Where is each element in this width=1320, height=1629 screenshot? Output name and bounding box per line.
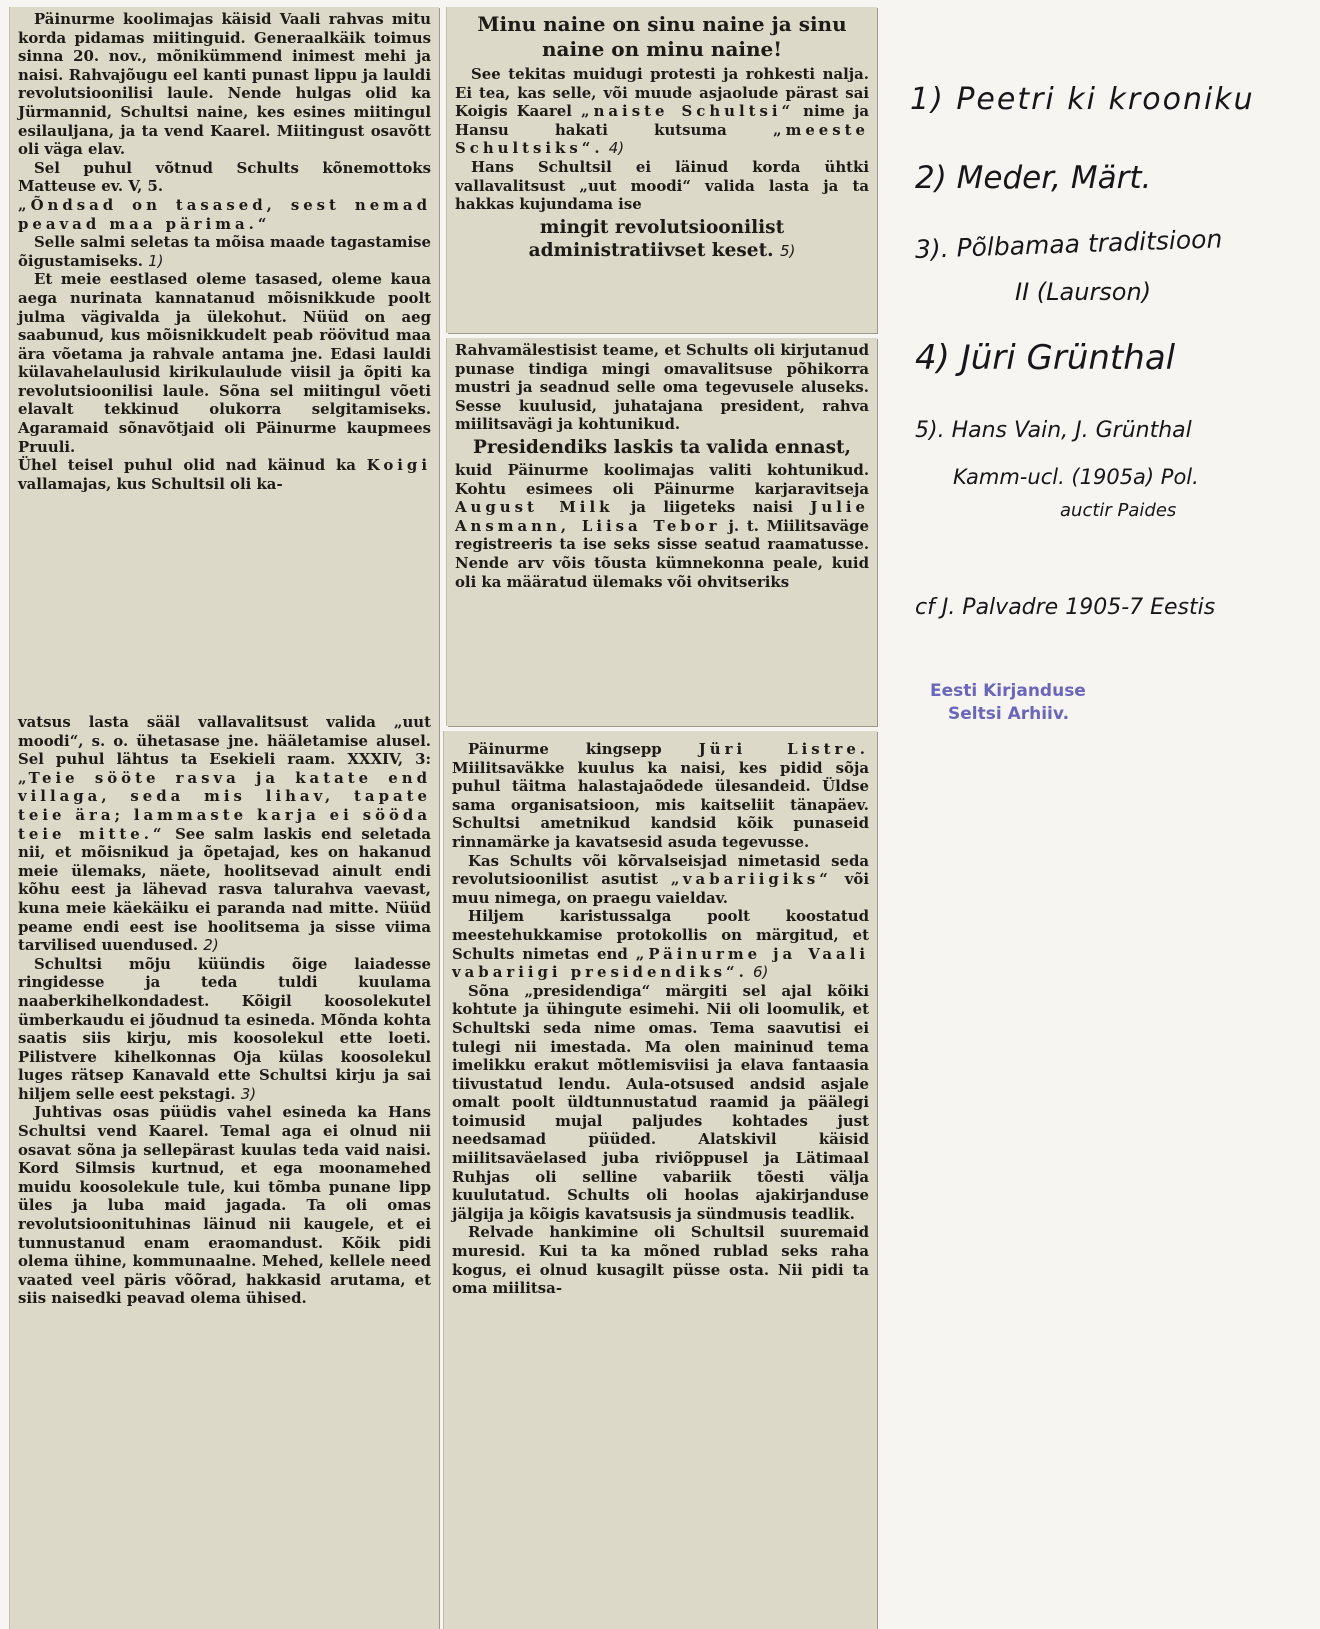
clipping-3 bbox=[447, 7, 877, 333]
clip3-subheading: mingit revolutsioonilist administratiivset keset. 5) bbox=[528, 216, 796, 261]
clip3-paragraph-1: See tekitas muidugi protesti ja rohkesti nalja. Ei tea, kas selle, või muude asjaolude pärast sai Koigis Kaarel „naiste Schultsi“ nime ja Hansu hakati kutsuma „meeste Schultsiks“. 4) bbox=[455, 65, 870, 158]
footnote-mark-2: 2) bbox=[203, 936, 219, 955]
archive-stamp bbox=[930, 680, 1086, 726]
clip1-paragraph-3: Selle salmi seletas ta mõisa maade tagastamise õigustamiseks. 1) bbox=[18, 233, 431, 270]
clip5-paragraph-3: Hiljem karistussalga poolt koostatud meestehukkamise protokollis on märgitud, et Schults nimetas end „Päinurme ja Vaali vabariigi presidendiks“. 6) bbox=[452, 907, 870, 982]
clipping-5 bbox=[444, 731, 877, 1629]
handwritten-note-5a: 5). Hans Vain, J. Grünthal bbox=[915, 418, 1192, 443]
clipping-4 bbox=[447, 338, 877, 726]
footnote-mark-3: 3) bbox=[240, 1084, 257, 1103]
clip5-paragraph-5: Relvade hankimine oli Schultsil suuremaid muresid. Kui ta ka mõned rublad seks raha kogus, ei olnud kusagilt püsse osta. Nii pidi ta oma miilitsa- bbox=[452, 1223, 869, 1298]
clip1-paragraph-4: Et meie eestlased oleme tasased, oleme kaua aega nurinata kannatanud mõisnikkude poolt julma vägivalda ja ülekohut. Nüüd on aeg saabunud, kus mõisnikkudelt peab röövitud maa ära võetama ja rahvale antama jne. Edasi lauldi külavahelaulusid kirikulaulude viisil ja õpiti ka revolutsioonilisi laule. Sõna sel miitingul võeti elavalt tekkinud olukorra selgitamiseks. Agaramaid sõnavõtjaid oli Päinurme kaupmees Pruuli. bbox=[18, 270, 431, 456]
stamp-line-1: Eesti Kirjanduse bbox=[930, 681, 1086, 701]
clip1-paragraph-5: Ühel teisel puhul olid nad käinud ka Koigi vallamajas, kus Schultsil oli ka- bbox=[18, 456, 431, 493]
footnote-mark-4: 4) bbox=[608, 139, 625, 158]
handwritten-note-5b: Kamm-ucl. (1905a) Pol. bbox=[953, 465, 1199, 489]
clip2-paragraph-3: Juhtivas osas püüdis vahel esineda ka Hans Schultsi vend Kaarel. Temal aga ei olnud nii osavat sõna ja sellepärast kuulas teda vaid naisi. Kord Silmsis kurtnud, et ega moonamehed muidu koosolekule tule, kui tõmba punane lipp üles ja luba maid jagada. Ta oli omas revolutsioonituhinas läinud nii kaugele, et ei tunnustanud enam eraomandust. Kõik pidi olema ühine, kommunaalne. Mehed, kellele need vaated veel päris võõrad, hakkasid arutama, et siis naisedki peavad olema ühised. bbox=[18, 1103, 431, 1308]
handwritten-note-2: 2) Meder, Märt. bbox=[915, 160, 1152, 196]
handwritten-note-4: 4) Jüri Grünthal bbox=[915, 338, 1176, 378]
clip1-paragraph-1: Päinurme koolimajas käisid Vaali rahvas mitu korda pidamas miitinguid. Generaalkäik toimus sinna 20. nov., mõnikümmend inimest mehi ja naisi. Rahvajõugu eel kanti punast lippu ja lauldi revolutsioonilisi laule. Nende hulgas olid ka Jürmannid, Schultsi naine, kes esines miitingul esilauljana, ja ta vend Kaarel. Miitingust osavõtt oli väga elav. bbox=[18, 10, 431, 159]
handwritten-note-6: cf J. Palvadre 1905-7 Eestis bbox=[915, 595, 1216, 620]
clip5-paragraph-2: Kas Schults või kõrvalseisjad nimetasid seda revolutsioonilist asutist „vabariigiks“ või muu nimega, on praegu vaieldav. bbox=[452, 851, 870, 907]
handwritten-note-3a: 3). Põlbamaa traditsioon bbox=[914, 224, 1223, 264]
clipping-2 bbox=[10, 710, 439, 1629]
clipping-1 bbox=[10, 7, 439, 710]
clip3-headline: Minu naine on sinu naine ja sinu naine on minu naine! bbox=[477, 12, 847, 61]
clip2-paragraph-2: Schultsi mõju küündis õige laiadesse ringidesse ja teda tuldi kuulama naaberkihelkondadest. Kõigil koosolekutel ümberkaudu ei jõudnud ta esineda. Mõnda kohta saatis siis kirju, mis koosolekul ette loeti. Pilistvere kihelkonnas Oja külas koosolekul luges rätsep Kanavald ette Schultsi kirju ja sai hiljem selle eest pekstagi. 3) bbox=[18, 954, 431, 1103]
footnote-mark-6: 6) bbox=[752, 963, 769, 982]
clip1-paragraph-2: Sel puhul võtnud Schults kõnemottoks Matteuse ev. V, 5. bbox=[18, 158, 431, 196]
clip5-paragraph-1: Päinurme kingsepp Jüri Listre. Miilitsaväkke kuulus ka naisi, kes pidid sõja puhul täitma halastajaõdede ülesandeid. Üldse sama organisatsioon, mis kaitseliit tänapäev. Schultsi ametnikud kandsid kõik punaseid rinnamärke ja kavatsesid asuda tegevusse. bbox=[452, 740, 869, 851]
clip3-paragraph-2: Hans Schultsil ei läinud korda ühtki vallavalitsust „uut moodi“ valida lasta ja ta hakkas kujundama ise bbox=[455, 157, 869, 214]
stamp-line-2: Seltsi Arhiiv. bbox=[948, 704, 1070, 724]
handwritten-note-5c: auctir Paides bbox=[1060, 500, 1177, 521]
clip1-quote: „Õndsad on tasased, sest nemad peavad maa pärima.“ bbox=[18, 195, 431, 233]
clip4-paragraph-2: kuid Päinurme koolimajas valiti kohtunikud. Kohtu esimees oli Päinurme karjaravitseja August Milk ja liigeteks naisi Julie Ansmann, Liisa Tebor j. t. Miilitsaväge registreeris ta ise seks sisse seatud raamatusse. Nende arv võis tõusta kümnekonna peale, kuid oli ka määratud ülemaks või ohvitseriks bbox=[455, 460, 870, 591]
footnote-mark-1: 1) bbox=[148, 251, 164, 270]
clip5-paragraph-4: Sõna „presidendiga“ märgiti sel ajal kõiki kohtute ja ühingute esimehi. Nii oli loomulik, et Schultski seda nime omas. Tema saavutisi ei tulegi nii imestada. Ma olen maininud tema imelikku erakut mõtlemisviisi ja elava fantaasia tiivustatud lendu. Aula-otsused andsid asjale omalt poolt üldtunnustatud raamid ja päälegi toimusid mujal paljudes kohtades just needsamad püüded. Alatskivil käisid miilitsaväelased juba riviõppusel ja Lätimaal Ruhjas oli selline vabariik tõesti välja kuulutatud. Schults oli hoolas ajakirjanduse jälgija ja kõigis kavatsusis ja sündmusis teadlik. bbox=[452, 981, 869, 1223]
clip2-paragraph-1: vatsus lasta sääl vallavalitsust valida „uut moodi“, s. o. ühetasase jne. hääletamise alusel. Sel puhul lähtus ta Esekieli raam. XXXIV, 3: „Teie sööte rasva ja katate end villaga, seda mis lihav, tapate teie ära; lammaste karja ei sööda teie mitte.“ See salm laskis end seletada nii, et mõisnikud ja õpetajad, kes on hakanud meie ülemaks, näete, hoolitsevad ainult endi kõhu eest ja lähevad rasva talurahva vaevast, kuna meie käekäiku ei paranda nad mitte. Nüüd peame endi eest ise hoolitsema ja sisse viima tarvilised uuendused. 2) bbox=[18, 713, 431, 955]
handwritten-note-1: 1) Peetri ki krooniku bbox=[910, 82, 1255, 117]
footnote-mark-5: 5) bbox=[780, 241, 796, 260]
handwritten-note-3b: II (Laurson) bbox=[1015, 278, 1152, 306]
clip4-subheading: Presidendiks laskis ta valida ennast, bbox=[473, 436, 851, 458]
clip4-paragraph-1: Rahvamälestisist teame, et Schults oli kirjutanud punase tindiga mingi omavalitsuse põhikorra mustri ja seadnud selle oma tegevusele aluseks. Sesse kuulusid, juhatajana president, rahva miilitsavägi ja kohtunikud. bbox=[455, 341, 869, 434]
